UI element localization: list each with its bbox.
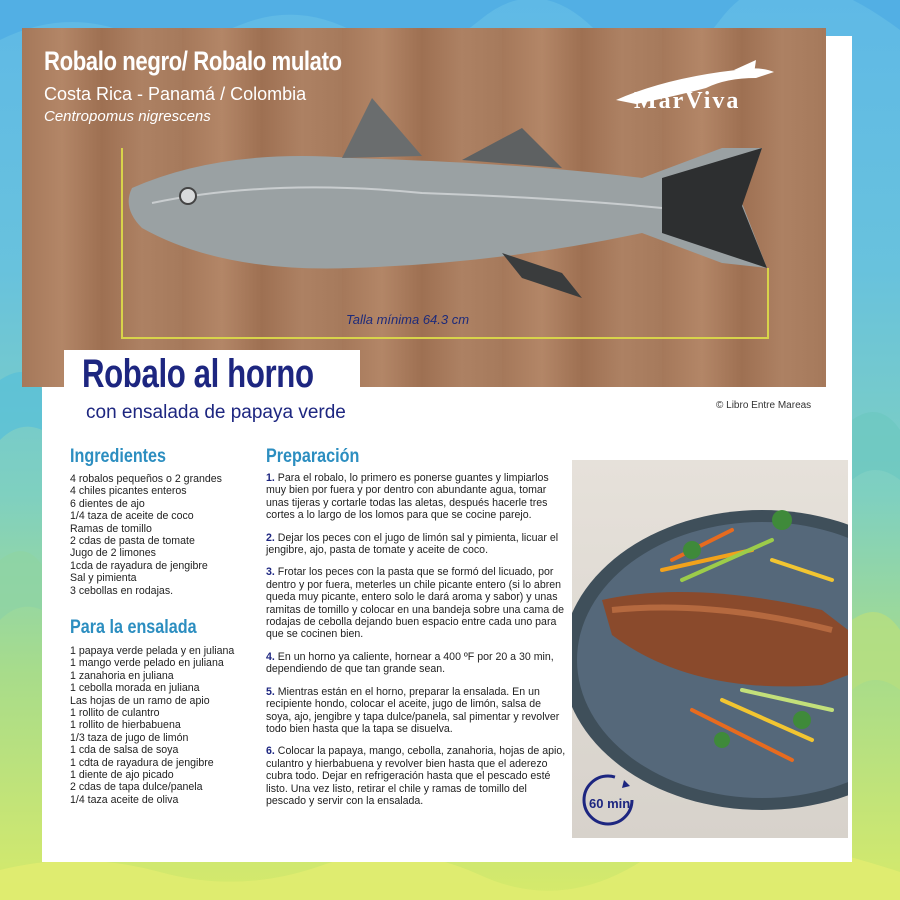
recipe-subtitle: con ensalada de papaya verde (86, 402, 346, 423)
salad-item: 1 cebolla morada en juliana (70, 682, 200, 695)
ingredient-item: 1/4 taza de aceite de coco (70, 510, 194, 523)
salad-item: 1 cda de salsa de soya (70, 744, 179, 757)
ingredient-item: Jugo de 2 limones (70, 547, 156, 560)
salad-item: 1 papaya verde pelada y en juliana (70, 645, 235, 657)
recipe-title: Robalo al horno (82, 352, 314, 396)
preparation-step (266, 566, 566, 640)
salad-item: 1 cdta de rayadura de jengibre (70, 756, 214, 769)
ingredient-item: 1cda de rayadura de jengibre (70, 559, 208, 572)
ingredients-heading: Ingredientes (70, 446, 167, 467)
preparation-steps (266, 472, 566, 817)
preparation-heading: Preparación (266, 446, 360, 467)
salad-item: 1/4 taza aceite de oliva (70, 793, 179, 806)
preparation-step (266, 686, 566, 736)
step-text: Colocar la papaya, mango, cebolla, zanahoria, hojas de apio, culantro y hierbabuena y revolver bien hasta que el aderezo cubra todo. Dejar en refrigeración hasta que el pescado esté listo. Una vez listo, retirar el chile y ramas de tomillo del pescado y servir con la ensalada. (266, 745, 566, 807)
ingredient-item: 3 cebollas en rodajas. (70, 584, 174, 597)
marviva-logo-text: MarViva (634, 88, 741, 114)
salad-item: 1 rollito de hierbabuena (70, 719, 181, 732)
ingredient-item: 4 robalos pequeños o 2 grandes (70, 473, 222, 485)
step-text: En un horno ya caliente, hornear a 400 ºF por 20 a 30 min, dependiendo de que tan grande sean. (266, 650, 554, 676)
salad-item: 1 diente de ajo picado (70, 769, 174, 782)
salad-item: 1 mango verde pelado en juliana (70, 657, 224, 670)
ingredient-item: 2 cdas de pasta de tomate (70, 535, 195, 548)
cooking-time: 60 min (589, 796, 631, 811)
step-text: Para el robalo, lo primero es ponerse guantes y limpiarlos muy bien por fuera y por dentro con abundante agua, tomar unas tijeras y cortarle todas las aletas, después hacerle tres cortes a lo largo de los lomos para que se cocine parejo. (266, 472, 549, 522)
ingredient-item: Sal y pimienta (70, 572, 137, 585)
salad-item: 2 cdas de tapa dulce/panela (70, 781, 203, 794)
ingredient-item: 6 dientes de ajo (70, 497, 145, 510)
step-text: Dejar los peces con el jugo de limón sal y pimienta, licuar el jengibre, ajo, pasta de tomate y aceite de coco. (266, 531, 559, 557)
salad-item: 1/3 taza de jugo de limón (70, 731, 189, 744)
salad-ingredients-list (70, 645, 234, 806)
step-number: 4. (266, 650, 275, 663)
ingredient-item: 4 chiles picantes enteros (70, 485, 187, 498)
salad-item: 1 rollito de culantro (70, 707, 160, 720)
fish-common-name: Robalo negro/ Robalo mulato (44, 46, 342, 76)
step-number: 2. (266, 531, 275, 544)
step-number: 6. (266, 745, 275, 758)
step-text: Mientras están en el horno, preparar la ensalada. En un recipiente hondo, colocar el aceite, jugo de limón, salsa de soya, ajo, jengibre y tapa dulce/panela, sal pimentar y revolver todo bien hasta que la tapa se disuelva. (266, 685, 560, 735)
preparation-step (266, 532, 566, 557)
step-number: 3. (266, 566, 275, 579)
preparation-step (266, 651, 566, 676)
salad-item: Las hojas de un ramo de apio (70, 694, 210, 707)
fish-photo (22, 28, 826, 387)
ingredient-item: Ramas de tomillo (70, 522, 152, 535)
preparation-step (266, 745, 566, 807)
minimum-size-label: Talla mínima 64.3 cm (346, 312, 470, 327)
step-number: 5. (266, 685, 275, 698)
salad-heading: Para la ensalada (70, 617, 197, 638)
step-text: Frotar los peces con la pasta que se formó del licuado, por dentro y por fuera, meterles un chile picante entero (si lo abren queda muy picante, entero solo le dará aroma y sabor) y unas ramitas de tomillo y colocar en una bandeja sobre una cama de rodajas de cebolla dejando buen espacio entre cada uno para que se cocinen bien. (266, 566, 564, 641)
step-number: 1. (266, 472, 275, 484)
fish-scientific-name: Centropomus nigrescens (44, 108, 211, 125)
salad-item: 1 zanahoria en juliana (70, 669, 174, 682)
fish-region: Costa Rica - Panamá / Colombia (44, 84, 307, 104)
copyright-credit: © Libro Entre Mareas (716, 400, 812, 411)
preparation-step (266, 472, 566, 522)
ingredients-list (70, 473, 222, 597)
